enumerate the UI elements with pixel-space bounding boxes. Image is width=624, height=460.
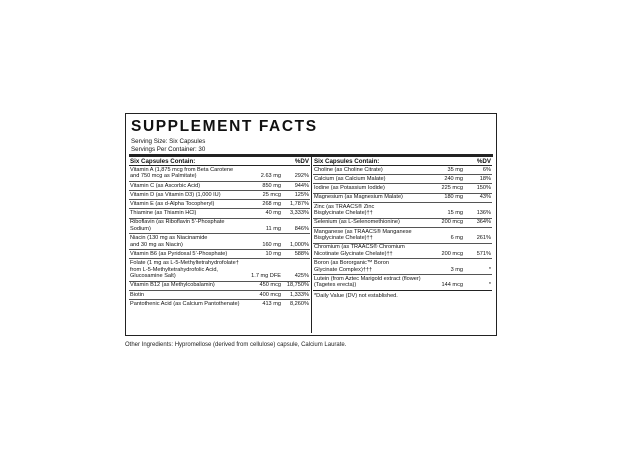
nutrient-amount: 3 mg [450,266,463,273]
nutrient-dv: 6% [482,166,491,173]
nutrient-amount: 35 mg [447,166,463,173]
nutrient-dv: 136% [476,210,491,217]
nutrient-row [313,244,492,260]
nutrient-row [313,166,492,175]
nutrient-row [129,219,310,235]
nutrient-dv: 43% [479,194,491,201]
nutrient-name: Vitamin E (as d-Alpha Tocopheryl) [130,200,215,207]
nutrient-amount: 1.7 mg DFE [251,273,281,280]
nutrient-dv: 1,787% [290,200,309,207]
nutrient-amount: 413 mg [262,300,281,307]
nutrient-name: Vitamin B12 (as Methylcobalamin) [130,282,215,289]
nutrient-amount: 180 mg [444,194,463,201]
nutrient-amount: 11 mg [265,225,281,232]
nutrient-row [313,275,492,290]
nutrient-row [313,184,492,193]
nutrient-name: Calcium (as Calcium Malate) [314,175,386,182]
dv-footnote: *Daily Value (DV) not established. [313,290,492,301]
nutrient-row [129,166,310,182]
nutrient-name: Choline (as Choline Citrate) [314,166,383,173]
nutrient-row [129,300,310,308]
nutrient-amount: 6 mg [450,235,463,242]
nutrient-amount: 160 mg [262,241,281,248]
nutrient-dv: 261% [476,235,491,242]
nutrient-row [313,203,492,219]
nutrient-name: Chromium (as TRAACS® Chromium Nicotinate Glycinate Chelate)†† [314,244,405,257]
nutrient-dv: 18,750% [286,282,309,289]
nutrient-name: Folate (1 mg as L-5-Methyltetrahydrofolate† from L-5-Methyltetrahydrofolic Acid, Glucosamine Salt) [130,260,239,280]
nutrient-amount: 10 mg [265,250,281,257]
nutrient-name: Vitamin D (as Vitamin D3) (1,000 IU) [130,191,221,198]
column-header-contains: Six Capsules Contain: [130,157,196,165]
left-nutrient-column [129,157,310,308]
serving-size: Serving Size: Six Capsules [131,138,206,145]
nutrient-amount: 15 mg [447,210,463,217]
nutrient-dv: 944% [294,182,309,189]
nutrient-row [129,182,310,191]
nutrient-row [313,228,492,244]
nutrient-amount: 268 mg [262,200,281,207]
nutrient-dv: 846% [294,225,309,232]
right-column-header [313,157,492,166]
nutrient-row [313,194,492,203]
nutrient-name: Magnesium (as Magnesium Malate) [314,194,403,201]
nutrient-name: Vitamin B6 (as Pyridoxal 5’-Phosphate) [130,250,228,257]
nutrient-row [129,250,310,259]
column-header-dv: %DV [476,157,491,165]
nutrient-name: Thiamine (as Thiamin HCl) [130,210,197,217]
nutrient-name: Lutein (from Aztec Marigold extract (flower) (Tagetes erecta)) [314,275,421,289]
nutrient-row [129,209,310,218]
nutrient-amount: 25 mcg [262,191,281,198]
nutrient-row [313,259,492,275]
nutrient-row [129,291,310,300]
nutrient-amount: 225 mcg [441,185,463,192]
nutrient-name: Niacin (130 mg as Niacinamide and 30 mg as Niacin) [130,235,208,248]
nutrient-row [129,191,310,200]
nutrient-amount: 144 mcg [441,282,463,289]
nutrient-dv: 8,260% [290,300,309,307]
nutrient-name: Selenium (as L-Selenomethionine) [314,219,400,226]
nutrient-row [129,282,310,291]
nutrient-amount: 40 mg [265,210,281,217]
supplement-facts-panel [125,113,497,336]
column-header-dv: %DV [294,157,309,165]
nutrient-dv: 1,000% [290,241,309,248]
nutrient-name: Vitamin C (as Ascorbic Acid) [130,182,201,189]
nutrient-dv: 571% [476,250,491,257]
nutrient-row [129,259,310,281]
nutrient-dv: * [488,282,491,289]
nutrient-amount: 400 mcg [259,291,281,298]
nutrient-dv: 292% [294,173,309,180]
label-title: SUPPLEMENT FACTS [131,118,318,135]
nutrient-dv: 3,333% [290,210,309,217]
nutrient-amount: 200 mcg [441,219,463,226]
nutrient-dv: 588% [294,250,309,257]
nutrient-amount: 200 mcg [441,250,463,257]
other-ingredients: Other Ingredients: Hypromellose (derived from cellulose) capsule, Calcium Laurate. [125,342,347,348]
nutrient-name: Boron (as Bororganic™ Boron Glycinate Complex)††† [314,260,389,273]
nutrient-row [129,200,310,209]
nutrient-amount: 240 mg [444,175,463,182]
nutrient-name: Zinc (as TRAACS® Zinc Bisglycinate Chelate)†† [314,203,375,217]
nutrient-dv: 150% [476,185,491,192]
nutrient-dv: 125% [294,191,309,198]
left-rows [129,166,310,308]
nutrient-amount: 450 mcg [259,282,281,289]
column-divider [311,157,312,333]
nutrient-name: Biotin [130,291,144,298]
right-nutrient-column [313,157,492,301]
servings-per-container: Servings Per Container: 30 [131,145,206,153]
nutrient-name: Iodine (as Potassium Iodide) [314,185,385,192]
nutrient-amount: 850 mg [262,182,281,189]
nutrient-dv: 364% [476,219,491,226]
nutrient-dv: 425% [294,273,309,280]
nutrient-row [313,219,492,228]
nutrient-amount: 2.63 mg [260,173,281,180]
nutrient-dv: 18% [479,175,491,182]
nutrient-row [313,175,492,184]
column-header-contains: Six Capsules Contain: [314,157,380,165]
nutrient-name: Manganese (as TRAACS® Manganese Bisglycinate Chelate)†† [314,228,412,242]
right-rows [313,166,492,290]
nutrient-name: Riboflavin (as Riboflavin 5’-Phosphate Sodium) [130,219,225,232]
left-column-header [129,157,310,166]
nutrient-row [129,234,310,250]
nutrient-name: Pantothenic Acid (as Calcium Pantothenate) [130,300,240,307]
nutrient-name: Vitamin A (1,875 mcg from Beta Carotene and 750 mcg as Palmitate) [130,166,234,180]
nutrient-dv: * [488,266,491,273]
nutrient-dv: 1,333% [290,291,309,298]
